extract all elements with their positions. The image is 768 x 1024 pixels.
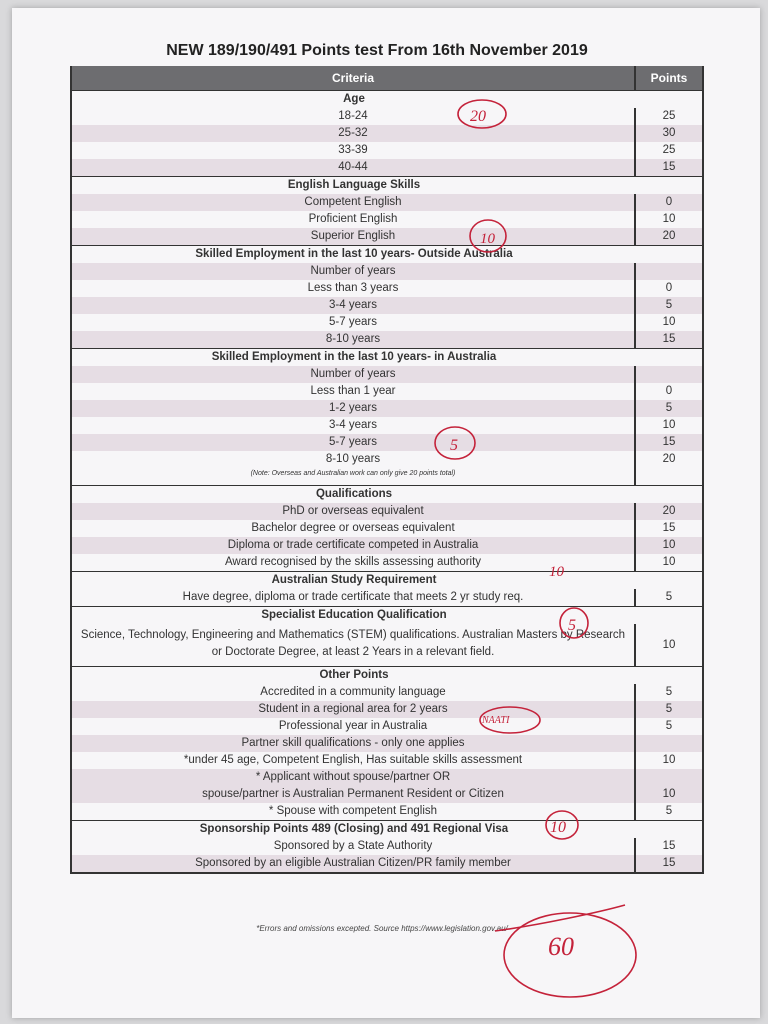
- points-cell: [636, 607, 702, 624]
- footer-note: *Errors and omissions excepted. Source https://www.legislation.gov.au/: [256, 924, 508, 933]
- points-cell: 15: [634, 331, 702, 348]
- table-row: [72, 468, 702, 485]
- criteria-cell: 25-32: [72, 125, 634, 142]
- study-mark: 5: [568, 617, 576, 634]
- section-header-row: [72, 485, 702, 503]
- criteria-cell: Sponsored by an eligible Australian Citizen/PR family member: [72, 855, 634, 872]
- table-row: [72, 280, 702, 297]
- criteria-cell: 3-4 years: [72, 297, 634, 314]
- points-cell: 15: [634, 838, 702, 855]
- criteria-cell: 33-39: [338, 144, 368, 156]
- table-row: [72, 263, 702, 280]
- table-row: [72, 838, 702, 855]
- table-row: [72, 400, 702, 417]
- points-cell: 15: [634, 855, 702, 872]
- table-row: [72, 520, 702, 537]
- points-cell: 5: [634, 589, 702, 606]
- points-cell: 10: [634, 752, 702, 769]
- criteria-cell: spouse/partner is Australian Permanent Resident or Citizen: [72, 786, 634, 803]
- points-cell: 20: [634, 503, 702, 520]
- criteria-cell: Proficient English: [308, 213, 398, 225]
- criteria-cell: Student in a regional area for 2 years: [72, 701, 634, 718]
- table-row: [72, 417, 702, 434]
- points-cell: [636, 91, 702, 108]
- criteria-cell: Sponsorship Points 489 (Closing) and 491 Regional Visa: [199, 823, 509, 835]
- points-cell: [636, 177, 702, 194]
- section-header-row: [72, 820, 702, 838]
- points-cell: 0: [634, 194, 702, 211]
- age-mark: 20: [470, 108, 486, 125]
- points-cell: 10: [634, 554, 702, 571]
- points-cell: 20: [634, 451, 702, 468]
- table-row: [72, 718, 702, 735]
- points-cell: 20: [634, 228, 702, 245]
- points-cell: [634, 735, 702, 752]
- criteria-cell: Superior English: [72, 228, 634, 245]
- criteria-cell: Bachelor degree or overseas equivalent: [251, 522, 455, 534]
- criteria-cell: 5-7 years: [329, 316, 377, 328]
- criteria-cell: Diploma or trade certificate competed in Australia: [72, 537, 634, 554]
- points-cell: 10: [634, 786, 702, 803]
- points-cell: 30: [634, 125, 702, 142]
- criteria-cell: Science, Technology, Engineering and Mathematics (STEM) qualifications. Australian Masters by Research or Doctorate Degree, at least 2 Years in a relevant field.: [80, 629, 626, 658]
- table-row: [72, 769, 702, 786]
- table-row: [72, 434, 702, 451]
- criteria-cell: * Applicant without spouse/partner OR: [72, 769, 634, 786]
- points-cell: [636, 246, 702, 263]
- table-row: [72, 589, 702, 606]
- points-cell: [634, 468, 702, 485]
- points-cell: 25: [634, 108, 702, 125]
- table-row: [72, 159, 702, 176]
- points-cell: 5: [634, 684, 702, 701]
- points-cell: 5: [634, 718, 702, 735]
- table-row: [72, 855, 702, 872]
- criteria-cell: Skilled Employment in the last 10 years- Outside Australia: [195, 248, 513, 260]
- criteria-cell: Sponsored by a State Authority: [273, 840, 433, 852]
- table-row: [72, 314, 702, 331]
- criteria-cell: 18-24: [338, 110, 368, 122]
- table-header: [72, 66, 702, 90]
- section-header-row: [72, 606, 702, 624]
- criteria-cell: English Language Skills: [287, 179, 421, 191]
- criteria-cell: * Spouse with competent English: [268, 805, 438, 817]
- naati-mark: NAATI: [482, 715, 510, 726]
- criteria-cell: Partner skill qualifications - only one applies: [72, 735, 634, 752]
- points-cell: [636, 572, 702, 589]
- points-cell: 5: [634, 803, 702, 820]
- criteria-cell: Australian Study Requirement: [271, 574, 437, 586]
- document-page: [12, 8, 760, 1018]
- points-cell: 25: [634, 142, 702, 159]
- table-row: [72, 228, 702, 245]
- points-cell: [634, 366, 702, 383]
- section-header-row: [72, 176, 702, 194]
- table-row: [72, 684, 702, 701]
- section-header-row: [72, 348, 702, 366]
- employment-mark: 5: [450, 437, 458, 454]
- table-row: [72, 451, 702, 468]
- points-cell: [634, 263, 702, 280]
- points-cell: [636, 349, 702, 366]
- criteria-cell: Less than 3 years: [307, 282, 399, 294]
- table-row: [72, 331, 702, 348]
- criteria-cell: Skilled Employment in the last 10 years- in Australia: [211, 351, 497, 363]
- points-cell: 5: [634, 400, 702, 417]
- section-header-row: [72, 666, 702, 684]
- criteria-header: Criteria: [331, 71, 375, 85]
- table-row: [72, 366, 702, 383]
- points-cell: 10: [634, 624, 702, 666]
- points-cell: 15: [634, 434, 702, 451]
- points-cell: [634, 769, 702, 786]
- points-cell: 10: [634, 314, 702, 331]
- section-header-row: [72, 90, 702, 108]
- points-cell: 5: [634, 297, 702, 314]
- partner-mark: 10: [550, 819, 566, 836]
- table-row: [72, 297, 702, 314]
- table-row: [72, 383, 702, 400]
- diploma-mark: 10: [549, 564, 564, 580]
- points-cell: 5: [634, 701, 702, 718]
- points-header: Points: [634, 66, 702, 90]
- points-cell: 0: [634, 383, 702, 400]
- points-cell: 10: [634, 211, 702, 228]
- table-row: [72, 554, 702, 571]
- criteria-cell: Other Points: [319, 669, 389, 681]
- criteria-cell: 1-2 years: [72, 400, 634, 417]
- table-body: [72, 90, 702, 872]
- points-table: [70, 66, 704, 874]
- table-row: [72, 211, 702, 228]
- page-title: NEW 189/190/491 Points test From 16th November 2019: [166, 42, 588, 59]
- criteria-cell: *under 45 age, Competent English, Has suitable skills assessment: [183, 754, 523, 766]
- criteria-cell: Less than 1 year: [310, 385, 396, 397]
- criteria-cell: Accredited in a community language: [260, 686, 446, 698]
- criteria-cell: 40-44: [72, 159, 634, 176]
- table-row: [72, 735, 702, 752]
- criteria-cell: Number of years: [72, 263, 634, 280]
- points-cell: 15: [634, 520, 702, 537]
- table-row: [72, 752, 702, 769]
- criteria-cell: Have degree, diploma or trade certificate that meets 2 yr study req.: [182, 591, 524, 603]
- criteria-cell: Specialist Education Qualification: [261, 609, 447, 621]
- table-row: [72, 803, 702, 820]
- points-cell: 10: [634, 537, 702, 554]
- criteria-cell: Number of years: [72, 366, 634, 383]
- criteria-cell: Age: [343, 93, 365, 105]
- criteria-cell: (Note: Overseas and Australian work can only give 20 points total): [250, 470, 456, 477]
- table-row: [72, 701, 702, 718]
- points-cell: [636, 667, 702, 684]
- criteria-cell: PhD or overseas equivalent: [72, 503, 634, 520]
- points-cell: 15: [634, 159, 702, 176]
- points-cell: 10: [634, 417, 702, 434]
- points-cell: 0: [634, 280, 702, 297]
- table-row: [72, 503, 702, 520]
- table-row: [72, 108, 702, 125]
- points-cell: [636, 486, 702, 503]
- criteria-cell: Competent English: [72, 194, 634, 211]
- table-row: [72, 142, 702, 159]
- section-header-row: [72, 245, 702, 263]
- criteria-cell: 8-10 years: [72, 331, 634, 348]
- table-row: [72, 624, 702, 666]
- points-cell: [636, 821, 702, 838]
- criteria-cell: 8-10 years: [325, 453, 381, 465]
- table-row: [72, 537, 702, 554]
- criteria-cell: Award recognised by the skills assessing authority: [224, 556, 482, 568]
- criteria-cell: Qualifications: [315, 488, 393, 500]
- criteria-cell: 5-7 years: [72, 434, 634, 451]
- english-mark: 10: [480, 231, 495, 247]
- criteria-cell: Professional year in Australia: [278, 720, 428, 732]
- table-row: [72, 786, 702, 803]
- table-row: [72, 125, 702, 142]
- criteria-cell: 3-4 years: [329, 419, 377, 431]
- table-row: [72, 194, 702, 211]
- total-mark: 60: [548, 932, 574, 961]
- section-header-row: [72, 571, 702, 589]
